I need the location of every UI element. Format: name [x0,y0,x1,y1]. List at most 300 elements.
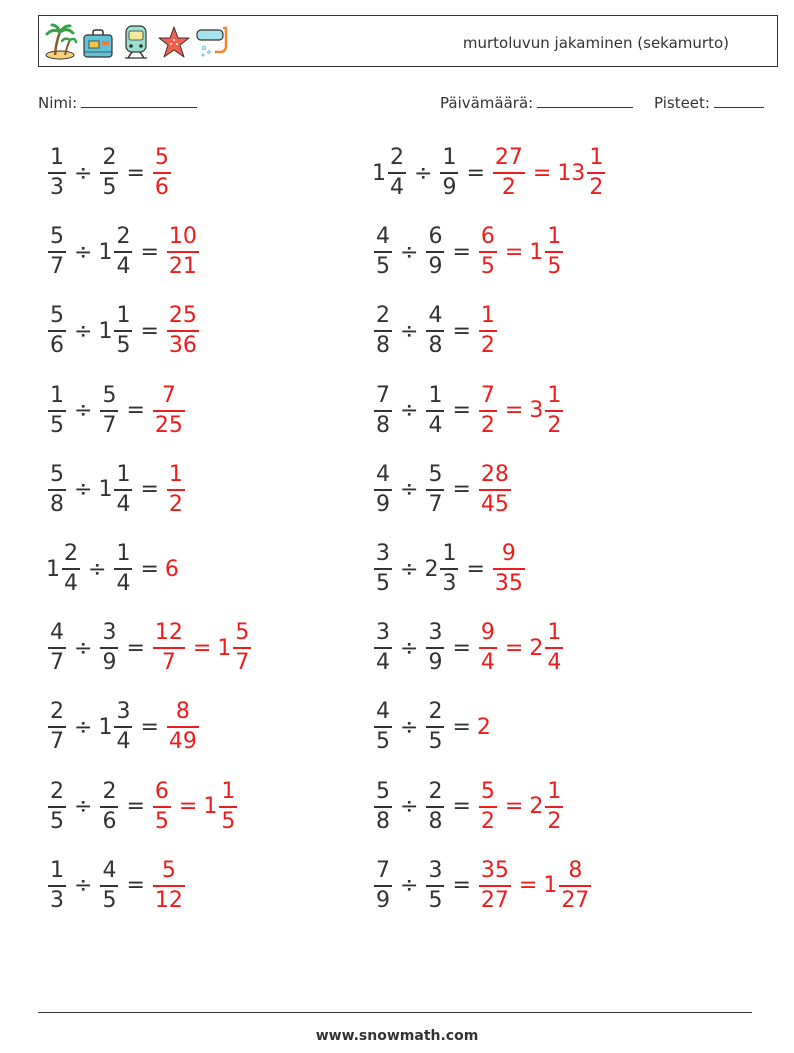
dividend-denominator: 3 [50,887,64,913]
answer-part-whole: 3 [529,398,544,424]
divide-sign: ÷ [74,477,93,503]
answer-part-fraction [559,859,591,913]
answer-part-denominator: 25 [154,412,183,438]
divisor-number [424,700,446,754]
answer [165,700,201,754]
equals-sign: = [126,635,145,661]
equals-sign: = [452,318,471,344]
dividend-fraction [374,859,392,913]
answer-part-denominator: 5 [480,254,495,280]
date-blank[interactable] [537,93,633,108]
divisor-denominator: 9 [102,650,117,676]
answer-part-denominator: 49 [168,729,197,755]
dividend-fraction [374,463,392,517]
divisor-denominator: 5 [116,333,131,359]
dividend-whole: 1 [372,160,386,186]
answer-part-fraction [545,621,563,675]
dividend-numerator: 5 [50,224,64,250]
problem-p20 [372,859,593,913]
problem-p4 [372,225,565,279]
divisor-denominator: 4 [116,254,131,280]
answer-part-fraction-bar [479,489,511,491]
divisor-denominator: 4 [428,412,443,438]
answer-part-number [477,859,513,913]
divisor-fraction-bar [426,410,444,412]
divide-sign: ÷ [74,794,93,820]
dividend-denominator: 3 [50,175,64,200]
dividend-numerator: 7 [376,857,390,883]
name-blank[interactable] [81,93,197,108]
divisor-fraction-bar [100,410,118,412]
divisor-fraction [440,146,458,200]
answer-equals-sign: = [504,398,524,424]
dividend-denominator: 4 [390,175,404,200]
name-label: Nimi: [38,94,78,112]
dividend-number [46,146,68,200]
dividend-fraction-bar [374,806,392,808]
answer-equals-sign: = [504,794,524,820]
answer-part-numerator: 25 [168,303,197,329]
divisor-number [424,542,460,596]
answer-part-numerator: 5 [154,145,169,170]
divisor-fraction [100,859,118,913]
divisor-fraction [100,384,118,438]
answer-part-number [151,780,173,834]
answer-part-numerator: 1 [547,778,562,804]
answer-part-numerator: 10 [168,224,197,250]
answer-part-fraction [545,384,563,438]
answer-equals-sign: = [178,794,198,820]
dividend-denominator: 5 [376,254,390,280]
dividend-number [46,542,82,596]
dividend-fraction-bar [374,647,392,649]
answer-part-whole: 2 [476,714,491,740]
dividend-number [372,700,394,754]
dividend-fraction [62,542,80,596]
divisor-fraction-bar [114,726,132,728]
answer-equals-sign: = [504,635,524,661]
divide-sign: ÷ [400,239,419,265]
header-icons [43,22,229,62]
divide-sign: ÷ [400,873,419,899]
divisor-number [424,304,446,358]
dividend-denominator: 7 [50,729,64,755]
date-label: Päivämäärä: [440,94,534,112]
divisor-fraction [114,463,132,517]
divisor-fraction-bar [440,172,458,174]
dividend-fraction-bar [374,885,392,887]
problem-p6 [372,304,499,358]
dividend-numerator: 5 [50,303,64,329]
answer [477,463,513,517]
answer-part-fraction [219,780,237,834]
answer-part-denominator: 2 [480,808,495,834]
divisor-fraction-bar [426,885,444,887]
dividend-fraction [374,384,392,438]
answer [477,304,499,358]
answer-part-fraction [167,225,199,279]
answer-part-denominator: 2 [501,175,516,200]
dividend-numerator: 5 [50,461,64,487]
dividend-fraction [48,780,66,834]
divide-sign: ÷ [400,318,419,344]
equals-sign: = [126,794,145,820]
answer-part-fraction [153,621,185,675]
dividend-fraction [374,225,392,279]
answer-part-whole: 13 [557,160,586,186]
divisor-denominator: 5 [428,729,443,755]
answer-part-number [203,780,239,834]
answer-part-fraction-bar [587,172,605,174]
answer-part-number [477,715,491,740]
problem-p1 [46,146,173,200]
dividend-fraction-bar [388,172,406,174]
divide-sign: ÷ [74,318,93,344]
divisor-numerator: 3 [428,620,443,646]
answer-part-whole: 1 [543,873,558,899]
dividend-number [372,146,408,200]
divisor-numerator: 1 [442,145,457,170]
dividend-number [372,304,394,358]
answer-part-denominator: 4 [480,650,495,676]
divisor-fraction-bar [426,251,444,253]
dividend-denominator: 9 [376,887,390,913]
answer-part-fraction [545,225,563,279]
dividend-number [46,700,68,754]
answer-part-denominator: 2 [168,491,183,517]
answer-part-numerator: 6 [154,778,169,804]
divisor-numerator: 6 [428,224,443,250]
answer-part-fraction [493,146,525,200]
answer-equals-sign: = [192,635,212,661]
answer-part-fraction-bar [479,885,511,887]
dividend-number [372,463,394,517]
divisor-number [98,384,120,438]
divisor-number [424,225,446,279]
dividend-numerator: 2 [50,778,64,804]
problem-p16 [372,700,491,754]
divisor-fraction-bar [100,885,118,887]
answer-part-whole: 1 [203,794,218,820]
answer-equals-sign: = [504,239,524,265]
dividend-fraction [374,621,392,675]
answer-part-denominator: 7 [161,650,176,676]
dividend-number [46,225,68,279]
answer [151,859,187,913]
answer-part-denominator: 12 [154,887,183,913]
dividend-denominator: 5 [50,808,64,834]
divisor-number [424,463,446,517]
equals-sign: = [466,556,485,582]
answer-part-fraction [153,384,185,438]
answer-part-numerator: 8 [568,857,583,883]
answer-part-fraction-bar [167,726,199,728]
dividend-fraction [48,621,66,675]
answer-part-number [529,780,565,834]
dividend-numerator: 2 [390,145,404,170]
divisor-fraction [426,463,444,517]
train-icon [119,22,153,62]
answer-part-fraction-bar [167,251,199,253]
divisor-number [424,621,446,675]
dividend-denominator: 5 [376,729,390,755]
divisor-whole: 1 [98,477,113,503]
dividend-number [46,621,68,675]
answer-part-fraction [479,859,511,913]
divisor-number [438,146,460,200]
divisor-denominator: 9 [428,254,443,280]
answer-part-fraction [167,700,199,754]
answer-part-fraction [479,225,497,279]
divisor-fraction-bar [426,726,444,728]
equals-sign: = [126,873,145,899]
answer-part-denominator: 4 [547,650,562,676]
divisor-denominator: 7 [102,412,117,438]
date-field[interactable] [440,93,633,112]
dividend-fraction [48,384,66,438]
divisor-number [424,384,446,438]
problem-p15 [46,700,201,754]
divisor-denominator: 8 [428,808,443,834]
name-field[interactable] [38,93,197,112]
divisor-fraction [426,621,444,675]
dividend-numerator: 1 [50,857,64,883]
problem-p12 [372,542,527,596]
answer-part-denominator: 2 [589,175,604,200]
equals-sign: = [452,635,471,661]
answer-part-denominator: 27 [480,887,509,913]
score-field[interactable] [654,93,764,112]
dividend-numerator: 2 [50,699,64,725]
divisor-denominator: 5 [102,175,117,200]
divisor-fraction-bar [426,330,444,332]
answer-part-fraction-bar [153,172,171,174]
answer-part-number [151,146,173,200]
answer-part-numerator: 1 [168,461,183,487]
answer-part-fraction [493,542,525,596]
divisor-number [98,225,134,279]
divide-sign: ÷ [400,714,419,740]
divide-sign: ÷ [400,635,419,661]
answer-part-number [477,384,499,438]
answer [477,384,565,438]
equals-sign: = [452,794,471,820]
answer [151,780,239,834]
dividend-number [372,780,394,834]
divisor-fraction-bar [426,647,444,649]
divide-sign: ÷ [74,398,93,424]
answer-part-fraction-bar [545,410,563,412]
divisor-fraction [426,384,444,438]
answer-part-denominator: 5 [154,808,169,834]
answer-part-fraction [153,146,171,200]
dividend-numerator: 2 [64,541,78,566]
answer-part-fraction [545,780,563,834]
answer-part-whole: 1 [217,635,232,661]
dividend-fraction [388,146,406,200]
dividend-numerator: 1 [50,382,64,408]
answer-part-fraction-bar [167,330,199,332]
answer [165,557,179,582]
answer-part-numerator: 12 [154,620,183,646]
answer [165,463,187,517]
divisor-fraction [426,700,444,754]
divisor-numerator: 5 [102,382,117,408]
answer-part-numerator: 1 [221,778,236,804]
palm-island-icon [43,22,77,62]
answer [477,621,565,675]
answer-part-fraction-bar [545,806,563,808]
divisor-denominator: 4 [116,571,131,596]
equals-sign: = [140,714,159,740]
dividend-fraction-bar [374,726,392,728]
answer-part-numerator: 1 [547,224,562,250]
answer-part-fraction [153,780,171,834]
divisor-denominator: 5 [428,887,443,913]
starfish-icon [157,22,191,62]
divide-sign: ÷ [74,714,93,740]
answer-part-fraction-bar [545,647,563,649]
dividend-number [46,304,68,358]
divisor-fraction [440,542,458,596]
divisor-number [98,700,134,754]
divisor-fraction [426,304,444,358]
problem-p9 [46,463,187,517]
divisor-numerator: 3 [116,699,131,725]
answer-equals-sign: = [518,873,538,899]
answer-part-numerator: 8 [175,699,190,725]
dividend-fraction-bar [48,885,66,887]
divisor-denominator: 4 [116,729,131,755]
dividend-fraction-bar [48,647,66,649]
answer-part-number [477,463,513,517]
answer-part-fraction-bar [493,568,525,570]
dividend-denominator: 8 [50,491,64,517]
answer-part-whole: 1 [529,239,544,265]
divisor-numerator: 1 [116,303,131,329]
answer [477,859,593,913]
dividend-fraction-bar [48,410,66,412]
divisor-whole: 1 [98,239,113,265]
dividend-denominator: 8 [376,808,390,834]
dividend-fraction-bar [374,568,392,570]
answer-part-whole: 2 [529,635,544,661]
answer-part-denominator: 2 [547,808,562,834]
dividend-fraction-bar [374,251,392,253]
problem-p14 [372,621,565,675]
answer-part-number [543,859,593,913]
dividend-number [372,542,394,596]
dividend-denominator: 9 [376,491,390,517]
divisor-numerator: 3 [102,620,117,646]
dividend-number [372,859,394,913]
footer-divider [38,1012,752,1013]
divisor-numerator: 1 [116,541,131,566]
answer-part-fraction [479,780,497,834]
dividend-whole: 1 [46,556,60,582]
dividend-numerator: 4 [376,699,390,725]
answer-part-fraction-bar [493,172,525,174]
dividend-fraction [374,304,392,358]
equals-sign: = [452,714,471,740]
dividend-fraction [48,225,66,279]
divisor-whole: 1 [98,714,113,740]
problem-p10 [372,463,513,517]
divisor-fraction [100,146,118,200]
dividend-fraction [48,463,66,517]
answer-part-number [491,542,527,596]
answer-part-fraction [167,463,185,517]
answer-part-denominator: 6 [154,175,169,200]
divisor-denominator: 3 [442,571,457,596]
answer-part-fraction-bar [559,885,591,887]
answer-part-numerator: 1 [547,620,562,646]
dividend-fraction-bar [374,489,392,491]
divide-sign: ÷ [74,160,93,186]
divisor-number [112,542,134,596]
divisor-fraction [114,304,132,358]
divisor-whole: 2 [424,556,439,582]
divisor-number [424,859,446,913]
divisor-numerator: 2 [102,145,117,170]
divisor-number [424,780,446,834]
problem-p13 [46,621,253,675]
divide-sign: ÷ [74,239,93,265]
answer-part-number [529,384,565,438]
answer [151,146,173,200]
dividend-fraction [374,780,392,834]
problem-p8 [372,384,565,438]
answer [165,304,201,358]
divisor-denominator: 9 [442,175,457,200]
answer-part-fraction-bar [479,647,497,649]
answer-part-fraction-bar [479,410,497,412]
answer-part-number [165,557,179,582]
answer-part-denominator: 2 [480,412,495,438]
problem-p2 [372,146,607,200]
dividend-fraction [48,700,66,754]
answer-part-fraction-bar [167,489,185,491]
dividend-number [46,859,68,913]
divisor-numerator: 2 [102,778,117,804]
answer-part-fraction-bar [479,251,497,253]
problem-p18 [372,780,565,834]
answer-part-number [165,304,201,358]
answer [477,715,491,740]
divisor-fraction [114,700,132,754]
answer-part-denominator: 21 [168,254,197,280]
answer-part-denominator: 5 [221,808,236,834]
dividend-fraction-bar [48,172,66,174]
dividend-denominator: 5 [376,571,390,596]
divisor-fraction [114,542,132,596]
divisor-fraction [100,780,118,834]
divisor-numerator: 3 [428,857,443,883]
divisor-fraction-bar [440,568,458,570]
answer-part-number [165,463,187,517]
dividend-number [372,225,394,279]
answer-part-number [529,225,565,279]
answer-part-numerator: 6 [480,224,495,250]
equals-sign: = [452,477,471,503]
answer-part-numerator: 5 [161,857,176,883]
answer-part-number [477,780,499,834]
answer-part-fraction [479,304,497,358]
score-blank[interactable] [714,93,764,108]
divisor-whole: 1 [98,318,113,344]
problem-p11 [46,542,179,596]
divisor-fraction [114,225,132,279]
